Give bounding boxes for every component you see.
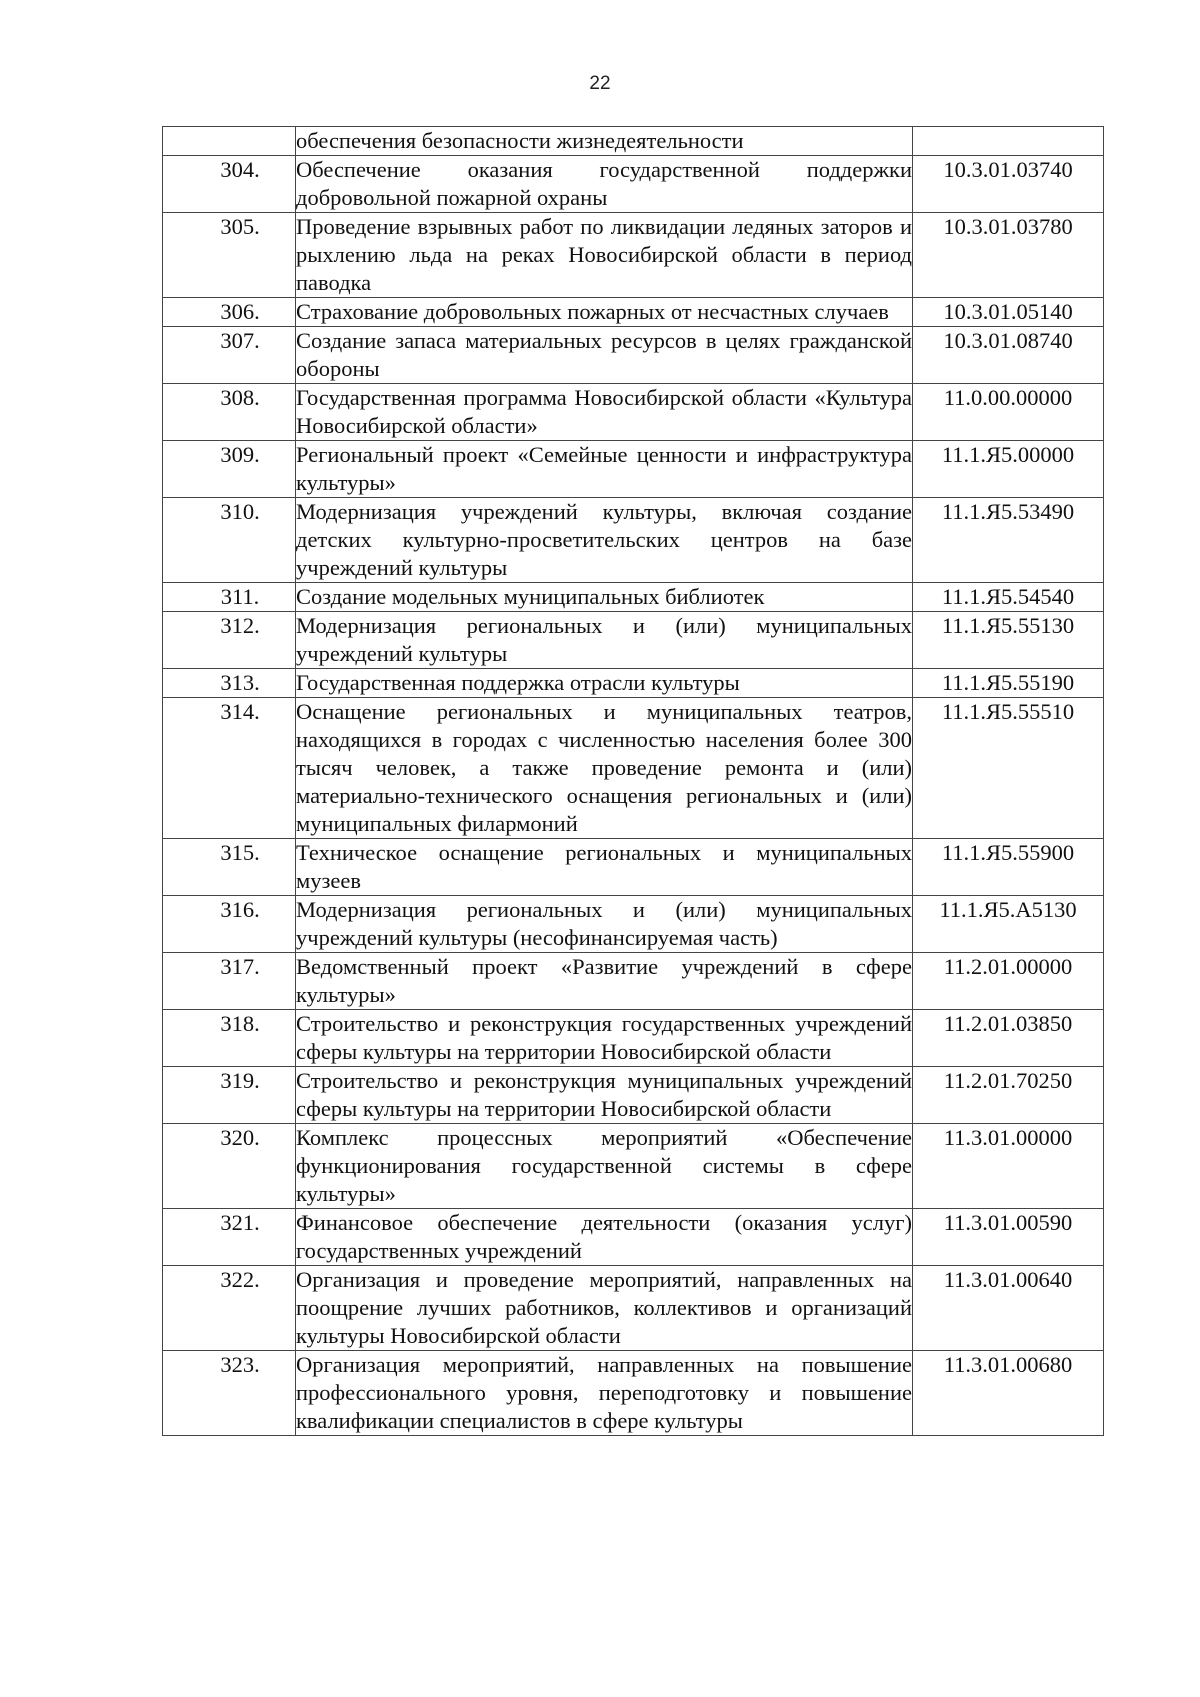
row-code-cell: 11.1.Я5.А5130 bbox=[913, 896, 1104, 953]
row-code-cell: 11.1.Я5.53490 bbox=[913, 498, 1104, 583]
row-number-cell: 309. bbox=[163, 441, 296, 498]
row-number-cell: 323. bbox=[163, 1351, 296, 1436]
row-code-cell: 11.3.01.00000 bbox=[913, 1124, 1104, 1209]
table-row bbox=[163, 1124, 1104, 1209]
row-code-cell: 10.3.01.08740 bbox=[913, 327, 1104, 384]
budget-classification-table bbox=[162, 126, 1104, 1436]
row-code-cell: 11.2.01.70250 bbox=[913, 1067, 1104, 1124]
table-row bbox=[163, 498, 1104, 583]
table-row bbox=[163, 839, 1104, 896]
row-code-cell: 11.3.01.00640 bbox=[913, 1266, 1104, 1351]
table-row bbox=[163, 953, 1104, 1010]
row-name-cell: Проведение взрывных работ по ликвидации ледяных заторов и рыхлению льда на реках Новосибирской области в период паводка bbox=[296, 213, 913, 298]
row-name-cell: Страхование добровольных пожарных от несчастных случаев bbox=[296, 298, 913, 327]
row-number-cell: 307. bbox=[163, 327, 296, 384]
row-number-cell: 316. bbox=[163, 896, 296, 953]
row-code-cell: 11.1.Я5.00000 bbox=[913, 441, 1104, 498]
row-code-cell: 11.2.01.03850 bbox=[913, 1010, 1104, 1067]
row-name-cell: Строительство и реконструкция муниципальных учреждений сферы культуры на территории Новосибирской области bbox=[296, 1067, 913, 1124]
table-row bbox=[163, 1067, 1104, 1124]
row-name-cell: Модернизация региональных и (или) муниципальных учреждений культуры (несофинансируемая часть) bbox=[296, 896, 913, 953]
row-number-cell: 312. bbox=[163, 612, 296, 669]
row-name-cell: Государственная программа Новосибирской области «Культура Новосибирской области» bbox=[296, 384, 913, 441]
row-name-cell: Создание модельных муниципальных библиотек bbox=[296, 583, 913, 612]
row-code-cell: 11.0.00.00000 bbox=[913, 384, 1104, 441]
row-number-cell bbox=[163, 127, 296, 156]
row-code-cell: 11.1.Я5.55130 bbox=[913, 612, 1104, 669]
page-number: 22 bbox=[589, 73, 611, 94]
row-code-cell: 11.3.01.00590 bbox=[913, 1209, 1104, 1266]
table-row bbox=[163, 1266, 1104, 1351]
row-number-cell: 304. bbox=[163, 156, 296, 213]
row-code-cell: 11.1.Я5.54540 bbox=[913, 583, 1104, 612]
row-code-cell: 11.1.Я5.55510 bbox=[913, 698, 1104, 839]
row-code-cell: 11.2.01.00000 bbox=[913, 953, 1104, 1010]
row-code-cell: 10.3.01.05140 bbox=[913, 298, 1104, 327]
row-code-cell: 11.1.Я5.55900 bbox=[913, 839, 1104, 896]
row-name-cell: Организация и проведение мероприятий, направленных на поощрение лучших работников, коллективов и организаций культуры Новосибирской области bbox=[296, 1266, 913, 1351]
table-row bbox=[163, 156, 1104, 213]
row-name-cell: Создание запаса материальных ресурсов в целях гражданской обороны bbox=[296, 327, 913, 384]
row-number-cell: 308. bbox=[163, 384, 296, 441]
row-name-cell: Оснащение региональных и муниципальных театров, находящихся в городах с численностью населения более 300 тысяч человек, а также проведение ремонта и (или) материально-технического оснащения региональных и (или) муниципальных филармоний bbox=[296, 698, 913, 839]
row-name-cell: Государственная поддержка отрасли культуры bbox=[296, 669, 913, 698]
row-name-cell: Ведомственный проект «Развитие учреждений в сфере культуры» bbox=[296, 953, 913, 1010]
row-name-cell: Модернизация учреждений культуры, включая создание детских культурно-просветительских центров на базе учреждений культуры bbox=[296, 498, 913, 583]
row-name-cell: Техническое оснащение региональных и муниципальных музеев bbox=[296, 839, 913, 896]
table-row bbox=[163, 1351, 1104, 1436]
row-number-cell: 319. bbox=[163, 1067, 296, 1124]
row-name-cell: Комплекс процессных мероприятий «Обеспечение функционирования государственной системы в сфере культуры» bbox=[296, 1124, 913, 1209]
row-code-cell: 10.3.01.03740 bbox=[913, 156, 1104, 213]
row-name-cell: Обеспечение оказания государственной поддержки добровольной пожарной охраны bbox=[296, 156, 913, 213]
row-number-cell: 311. bbox=[163, 583, 296, 612]
row-number-cell: 322. bbox=[163, 1266, 296, 1351]
table-row bbox=[163, 896, 1104, 953]
row-number-cell: 317. bbox=[163, 953, 296, 1010]
row-name-cell: Модернизация региональных и (или) муниципальных учреждений культуры bbox=[296, 612, 913, 669]
row-number-cell: 321. bbox=[163, 1209, 296, 1266]
table-row bbox=[163, 298, 1104, 327]
row-code-cell: 11.1.Я5.55190 bbox=[913, 669, 1104, 698]
row-number-cell: 313. bbox=[163, 669, 296, 698]
row-name-cell: Строительство и реконструкция государственных учреждений сферы культуры на территории Новосибирской области bbox=[296, 1010, 913, 1067]
table-row bbox=[163, 327, 1104, 384]
row-number-cell: 315. bbox=[163, 839, 296, 896]
row-name-cell: Организация мероприятий, направленных на повышение профессионального уровня, переподготовку и повышение квалификации специалистов в сфере культуры bbox=[296, 1351, 913, 1436]
table-row bbox=[163, 213, 1104, 298]
table-row bbox=[163, 669, 1104, 698]
row-number-cell: 310. bbox=[163, 498, 296, 583]
row-name-cell: обеспечения безопасности жизнедеятельности bbox=[296, 127, 913, 156]
table-row bbox=[163, 1209, 1104, 1266]
table-row bbox=[163, 441, 1104, 498]
row-code-cell bbox=[913, 127, 1104, 156]
table-row bbox=[163, 612, 1104, 669]
row-code-cell: 11.3.01.00680 bbox=[913, 1351, 1104, 1436]
table-row bbox=[163, 583, 1104, 612]
row-number-cell: 318. bbox=[163, 1010, 296, 1067]
row-code-cell: 10.3.01.03780 bbox=[913, 213, 1104, 298]
row-number-cell: 305. bbox=[163, 213, 296, 298]
row-number-cell: 320. bbox=[163, 1124, 296, 1209]
row-name-cell: Региональный проект «Семейные ценности и инфраструктура культуры» bbox=[296, 441, 913, 498]
row-number-cell: 314. bbox=[163, 698, 296, 839]
row-number-cell: 306. bbox=[163, 298, 296, 327]
table-row bbox=[163, 1010, 1104, 1067]
table-row bbox=[163, 698, 1104, 839]
row-name-cell: Финансовое обеспечение деятельности (оказания услуг) государственных учреждений bbox=[296, 1209, 913, 1266]
table-row bbox=[163, 127, 1104, 156]
table-row bbox=[163, 384, 1104, 441]
